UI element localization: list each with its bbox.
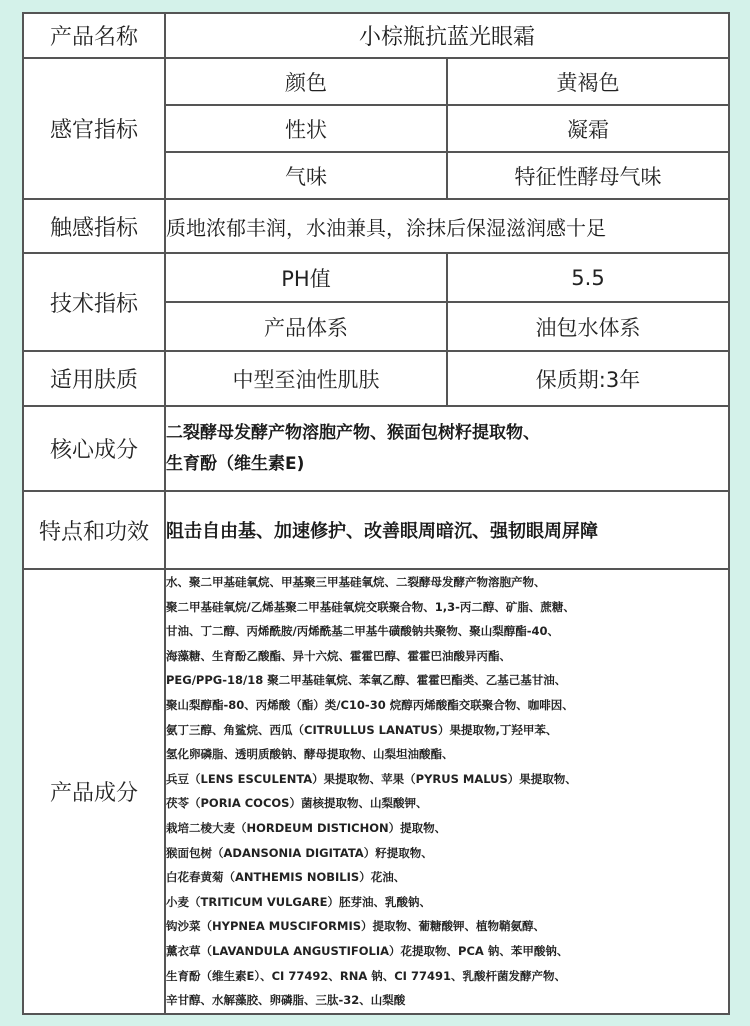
sensory-color-value: 黄褐色 bbox=[447, 58, 729, 105]
ingredient-line: 茯苓（PORIA COCOS）菌核提取物、山梨酸钾、 bbox=[166, 796, 428, 811]
ingredient-line: 聚二甲基硅氧烷/乙烯基聚二甲基硅氧烷交联聚合物、1,3-丙二醇、矿脂、蔗糖、 bbox=[166, 599, 575, 614]
ingredient-line: 氨丁三醇、角鲨烷、西瓜（CITRULLUS LANATUS）果提取物,丁羟甲苯、 bbox=[166, 722, 558, 737]
ingredient-line: 聚山梨醇酯-80、丙烯酸（酯）类/C10-30 烷醇丙烯酸酯交联聚合物、咖啡因、 bbox=[166, 697, 574, 712]
tech-ph-value: 5.5 bbox=[447, 253, 729, 302]
tech-ph-key: PH值 bbox=[165, 253, 447, 302]
ingredient-line: 辛甘醇、水解藻胶、卵磷脂、三肽-32、山梨酸 bbox=[166, 993, 406, 1008]
label-core-ingredients: 核心成分 bbox=[23, 406, 165, 491]
row-touch bbox=[23, 199, 729, 253]
row-product-name bbox=[23, 13, 729, 58]
sensory-odor-key: 气味 bbox=[165, 152, 447, 199]
sensory-texture-key: 性状 bbox=[165, 105, 447, 152]
features-value: 阻击自由基、加速修护、改善眼周暗沉、强韧眼周屏障 bbox=[165, 491, 729, 569]
ingredient-line: 小麦（TRITICUM VULGARE）胚芽油、乳酸钠、 bbox=[166, 894, 431, 909]
label-sensory: 感官指标 bbox=[23, 58, 165, 199]
ingredient-line: PEG/PPG-18/18 聚二甲基硅氧烷、苯氧乙醇、霍霍巴酯类、乙基己基甘油、 bbox=[166, 673, 567, 688]
ingredient-line: 氢化卵磷脂、透明质酸钠、酵母提取物、山梨坦油酸酯、 bbox=[166, 747, 454, 762]
label-tech: 技术指标 bbox=[23, 253, 165, 351]
ingredient-line: 猴面包树（ADANSONIA DIGITATA）籽提取物、 bbox=[166, 845, 433, 860]
ingredient-line: 栽培二棱大麦（HORDEUM DISTICHON）提取物、 bbox=[166, 820, 447, 835]
ingredient-line: 兵豆（LENS ESCULENTA）果提取物、苹果（PYRUS MALUS）果提取物、 bbox=[166, 771, 577, 786]
touch-value: 质地浓郁丰润，水油兼具，涂抹后保湿滋润感十足 bbox=[165, 199, 729, 253]
core-ingredients-value bbox=[165, 406, 729, 491]
tech-system-key: 产品体系 bbox=[165, 302, 447, 351]
label-ingredients: 产品成分 bbox=[23, 569, 165, 1014]
label-product-name: 产品名称 bbox=[23, 13, 165, 58]
label-features: 特点和功效 bbox=[23, 491, 165, 569]
label-skin-type: 适用肤质 bbox=[23, 351, 165, 406]
tech-system-value: 油包水体系 bbox=[447, 302, 729, 351]
ingredient-line: 甘油、丁二醇、丙烯酰胺/丙烯酰基二甲基牛磺酸钠共聚物、聚山梨醇酯-40、 bbox=[166, 624, 559, 639]
ingredient-line: 海藻糖、生育酚乙酸酯、异十六烷、霍霍巴醇、霍霍巴油酸异丙酯、 bbox=[166, 648, 511, 663]
row-core-ingredients bbox=[23, 406, 729, 491]
row-skin-type bbox=[23, 351, 729, 406]
sensory-odor-value: 特征性酵母气味 bbox=[447, 152, 729, 199]
ingredient-line: 水、聚二甲基硅氧烷、甲基聚三甲基硅氧烷、二裂酵母发酵产物溶胞产物、 bbox=[166, 575, 546, 589]
row-features bbox=[23, 491, 729, 569]
ingredient-line: 薰衣草（LAVANDULA ANGUSTIFOLIA）花提取物、PCA 钠、苯甲酸钠、 bbox=[166, 943, 569, 958]
skin-type-value: 中型至油性肌肤 bbox=[165, 351, 447, 406]
label-touch: 触感指标 bbox=[23, 199, 165, 253]
core-line: 二裂酵母发酵产物溶胞产物、猴面包树籽提取物、 bbox=[166, 422, 540, 443]
core-line: 生育酚（维生素E) bbox=[166, 453, 305, 474]
row-sensory-color bbox=[23, 58, 729, 105]
ingredient-line: 钩沙菜（HYPNEA MUSCIFORMIS）提取物、葡糖酸钾、植物鞘氨醇、 bbox=[166, 919, 546, 934]
ingredient-line: 生育酚（维生素E）、CI 77492、RNA 钠、CI 77491、乳酸杆菌发酵产物、 bbox=[166, 968, 566, 983]
ingredients-list bbox=[165, 569, 729, 1014]
product-name-value: 小棕瓶抗蓝光眼霜 bbox=[165, 13, 729, 58]
sensory-color-key: 颜色 bbox=[165, 58, 447, 105]
ingredient-line: 白花春黄菊（ANTHEMIS NOBILIS）花油、 bbox=[166, 870, 406, 885]
sensory-texture-value: 凝霜 bbox=[447, 105, 729, 152]
row-ingredients bbox=[23, 569, 729, 1014]
shelf-life-value: 保质期:3年 bbox=[447, 351, 729, 406]
row-tech-ph bbox=[23, 253, 729, 302]
product-spec-table bbox=[22, 12, 730, 1015]
